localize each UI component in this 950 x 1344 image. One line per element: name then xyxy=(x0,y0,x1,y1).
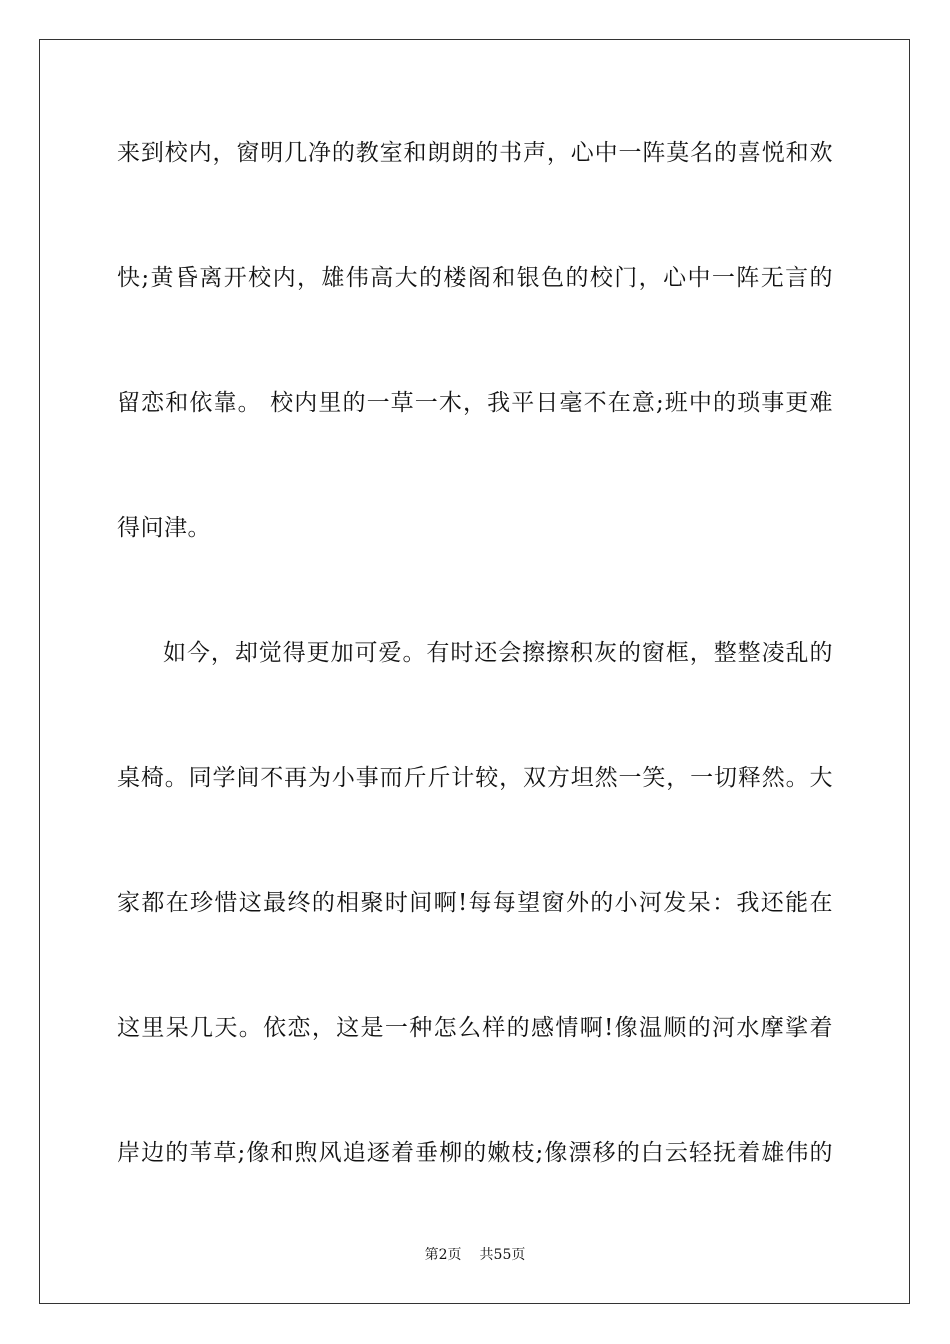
body-line-3: 留恋和依靠。 校内里的一草一木，我平日毫不在意;班中的琐事更难 xyxy=(117,390,833,416)
page-number: 第2页 xyxy=(424,1247,462,1263)
body-line-5-indented: 如今，却觉得更加可爱。有时还会擦擦积灰的窗框，整整凌乱的 xyxy=(163,640,833,666)
page-border xyxy=(39,39,910,1304)
body-line-9: 岸边的苇草;像和煦风追逐着垂柳的嫩枝;像漂移的白云轻抚着雄伟的 xyxy=(117,1140,833,1166)
body-line-1: 来到校内，窗明几净的教室和朗朗的书声，心中一阵莫名的喜悦和欢 xyxy=(117,140,833,166)
body-line-4: 得问津。 xyxy=(117,515,211,541)
body-line-6: 桌椅。同学间不再为小事而斤斤计较，双方坦然一笑，一切释然。大 xyxy=(117,765,833,791)
body-line-2: 快;黄昏离开校内，雄伟高大的楼阁和银色的校门，心中一阵无言的 xyxy=(117,265,833,291)
body-line-8: 这里呆几天。依恋，这是一种怎么样的感情啊!像温顺的河水摩挲着 xyxy=(117,1015,833,1041)
page-total: 共55页 xyxy=(479,1247,526,1263)
body-line-7: 家都在珍惜这最终的相聚时间啊!每每望窗外的小河发呆：我还能在 xyxy=(117,890,833,916)
page-footer xyxy=(0,1245,950,1265)
